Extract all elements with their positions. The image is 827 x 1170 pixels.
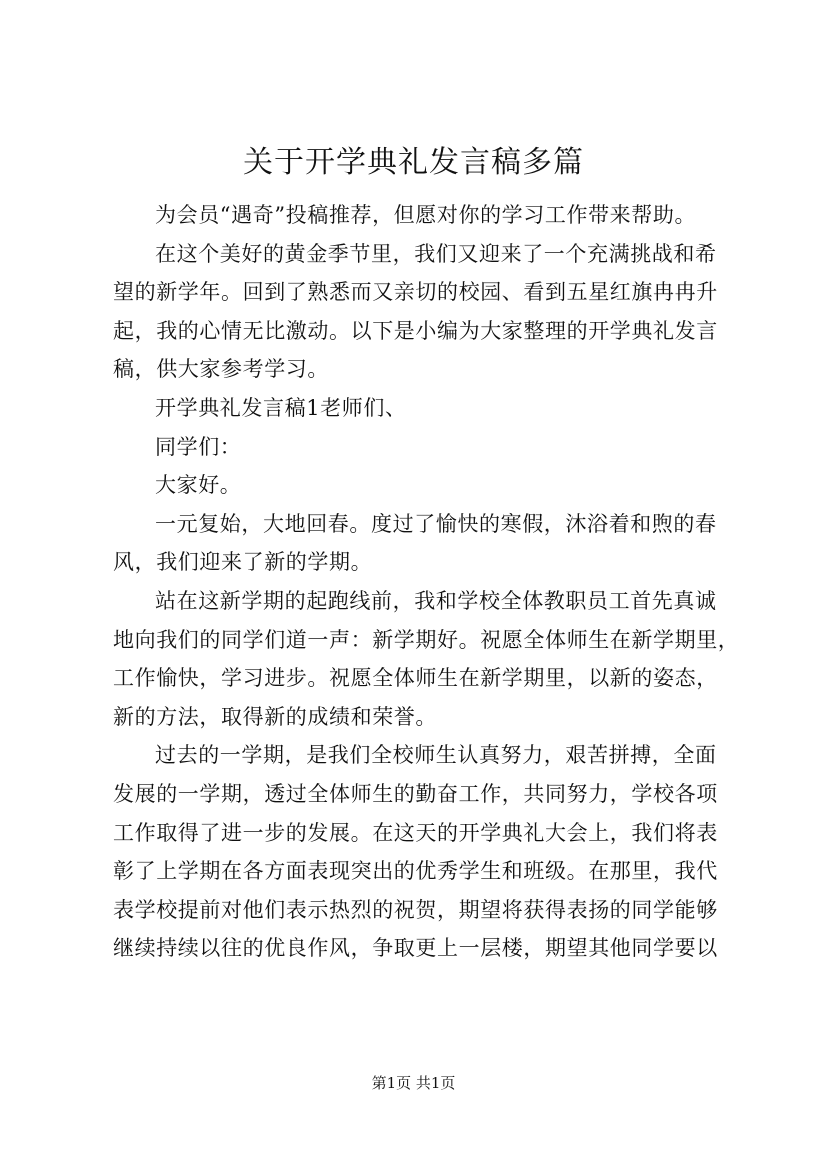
body-text-line: 起，我的心情无比激动。以下是小编为大家整理的开学典礼发言 — [113, 318, 718, 343]
body-text-line: 望的新学年。回到了熟悉而又亲切的校园、看到五星红旗冉冉升 — [113, 280, 718, 305]
body-text-line: 新的方法，取得新的成绩和荣誉。 — [113, 704, 437, 729]
body-text-line: 彰了上学期在各方面表现突出的优秀学生和班级。在那里，我代 — [113, 859, 718, 884]
body-text-line: 同学们： — [155, 434, 242, 459]
body-text-line: 在这个美好的黄金季节里，我们又迎来了一个充满挑战和希 — [155, 241, 717, 266]
body-text-line: 地向我们的同学们道一声：新学期好。祝愿全体师生在新学期里， — [113, 627, 740, 652]
body-text-line: 发展的一学期，透过全体师生的勤奋工作，共同努力，学校各项 — [113, 781, 718, 806]
body-text-line: 站在这新学期的起跑线前，我和学校全体教职员工首先真诚 — [155, 588, 717, 613]
body-text-line: 工作愉快，学习进步。祝愿全体师生在新学期里，以新的姿态， — [113, 666, 718, 691]
body-text-line: 风，我们迎来了新的学期。 — [113, 550, 373, 575]
body-text-line: 为会员“遇奇”投稿推荐，但愿对你的学习工作带来帮助。 — [155, 203, 697, 227]
document-title: 关于开学典礼发言稿多篇 — [243, 145, 584, 180]
body-text-line: 过去的一学期，是我们全校师生认真努力，艰苦拼搏，全面 — [155, 743, 717, 768]
body-text-line: 表学校提前对他们表示热烈的祝贺，期望将获得表扬的同学能够 — [113, 897, 718, 922]
body-text-line: 工作取得了进一步的发展。在这天的开学典礼大会上，我们将表 — [113, 820, 718, 845]
body-text-line: 开学典礼发言稿1老师们、 — [155, 395, 407, 420]
page-footer: 第1页 共1页 — [371, 1074, 456, 1092]
body-text-line: 一元复始，大地回春。度过了愉快的寒假，沐浴着和煦的春 — [155, 511, 717, 536]
body-text-line: 稿，供大家参考学习。 — [113, 357, 329, 382]
body-text-line: 继续持续以往的优良作风，争取更上一层楼，期望其他同学要以 — [113, 936, 718, 961]
body-text-line: 大家好。 — [155, 473, 242, 498]
document-body — [113, 196, 740, 968]
